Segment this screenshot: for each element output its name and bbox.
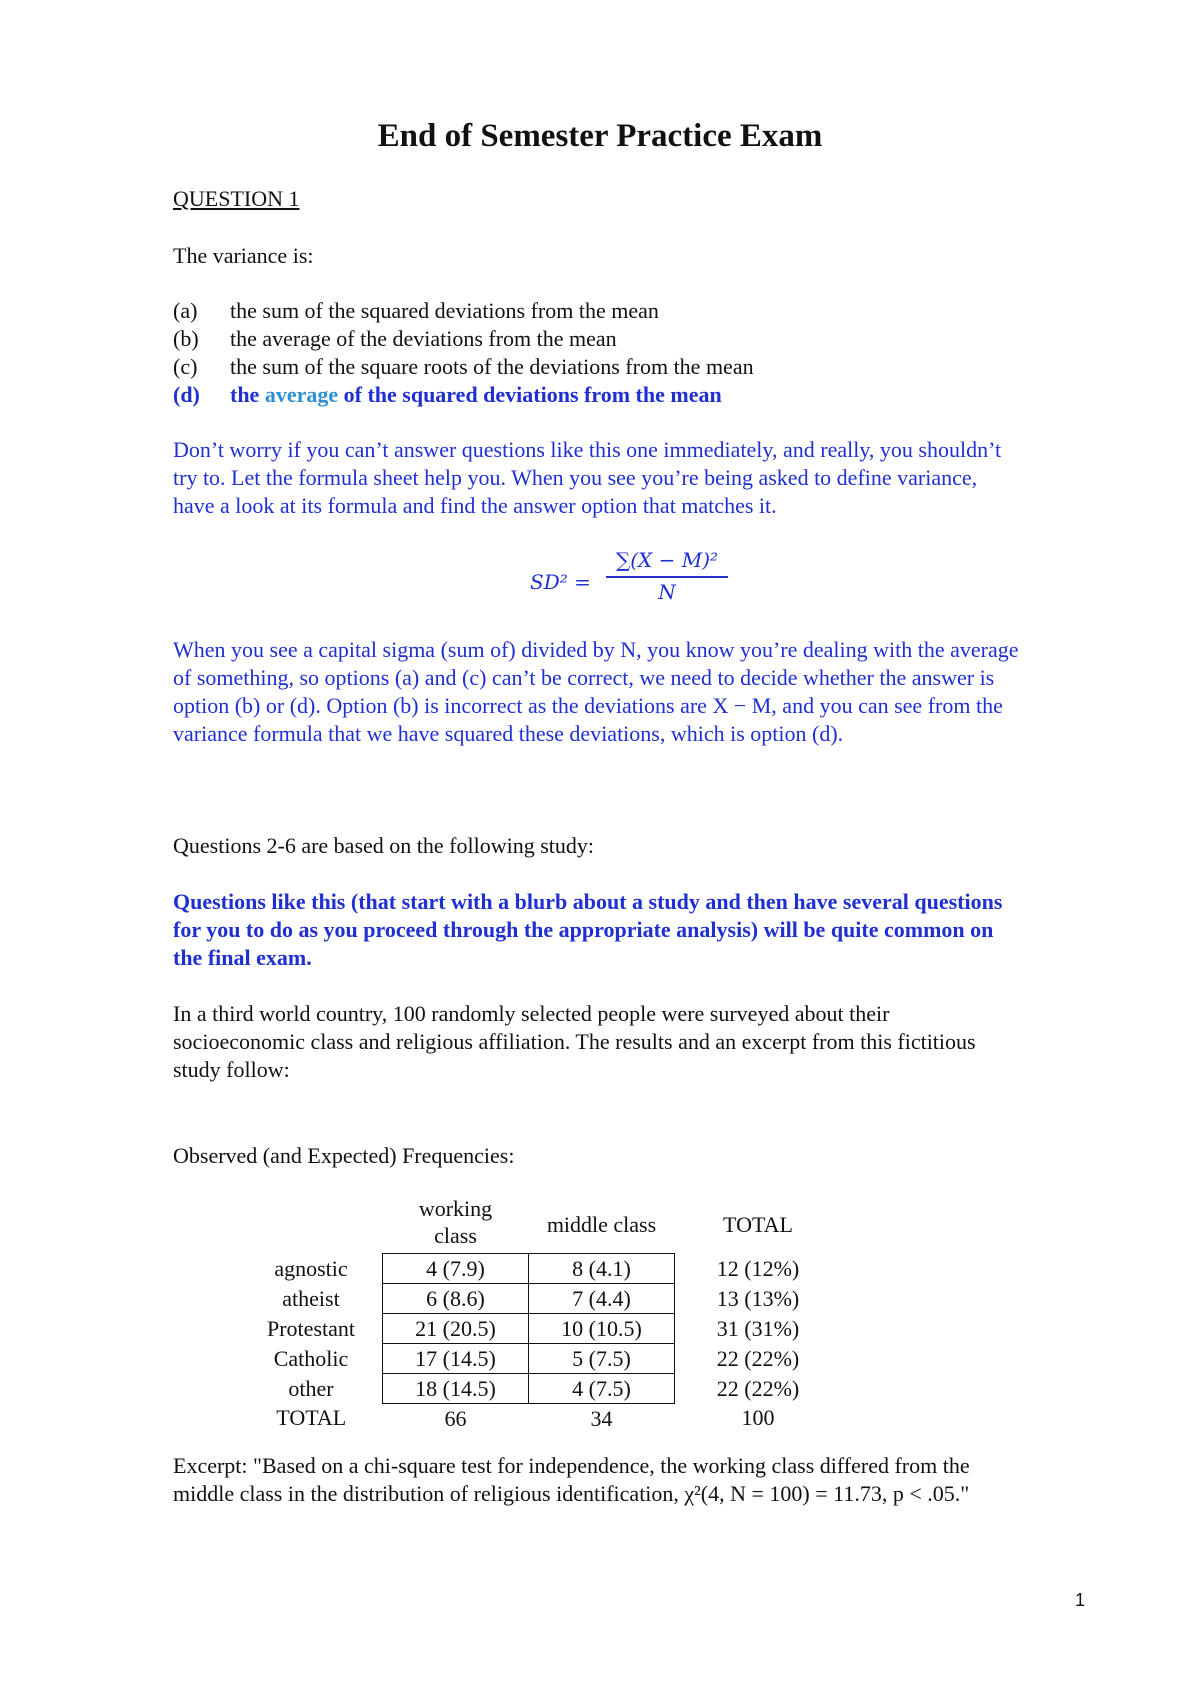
table-header-row xyxy=(240,1195,823,1254)
explanation-1-line: have a look at its formula and find the answer option that matches it. xyxy=(173,493,777,518)
excerpt-line: middle class in the distribution of religious identification, χ²(4, N = 100) = 11.73, p < .05." xyxy=(173,1481,970,1506)
page-title: End of Semester Practice Exam xyxy=(377,118,823,154)
cell-total: 22 (22%) xyxy=(716,1375,800,1401)
cell-middle: 34 xyxy=(590,1405,613,1431)
row-label: TOTAL xyxy=(276,1405,347,1431)
option-d-text xyxy=(230,381,722,409)
explanation-2-line: variance formula that we have squared these deviations, which is option (d). xyxy=(173,721,844,746)
frequency-table xyxy=(240,1195,824,1433)
option-b-letter: (b) xyxy=(173,326,199,351)
cell-total: 13 (13%) xyxy=(716,1285,800,1311)
cell-middle: 4 (7.5) xyxy=(529,1374,675,1404)
cell-working: 6 (8.6) xyxy=(383,1284,529,1314)
option-c-letter: (c) xyxy=(173,354,198,379)
study-description-line: In a third world country, 100 randomly selected people were surveyed about their xyxy=(173,1001,890,1026)
formula-fraction xyxy=(606,548,728,604)
option-d-text-post: of the squared deviations from the mean xyxy=(338,382,722,407)
cell-working: 4 (7.9) xyxy=(383,1254,529,1284)
option-d-text-pre: the xyxy=(230,382,265,407)
study-intro: Questions 2-6 are based on the following study: xyxy=(173,833,594,858)
cell-middle: 10 (10.5) xyxy=(529,1314,675,1344)
formula-numerator: ∑(X − M)² xyxy=(606,548,728,578)
cell-working: 21 (20.5) xyxy=(383,1314,529,1344)
explanation-1-line: Don’t worry if you can’t answer questions like this one immediately, and really, you shouldn’t xyxy=(173,437,1002,462)
cell-total: 31 (31%) xyxy=(716,1315,800,1341)
page-number: 1 xyxy=(1075,1590,1086,1610)
option-c-text: the sum of the square roots of the deviations from the mean xyxy=(230,354,754,379)
cell-working: 66 xyxy=(444,1405,467,1431)
option-b-text: the average of the deviations from the mean xyxy=(230,326,617,351)
explanation-2-line: of something, so options (a) and (c) can’t be correct, we need to decide whether the answer is xyxy=(173,665,995,690)
table-row xyxy=(240,1344,823,1374)
table-row xyxy=(240,1254,823,1284)
table-total-row xyxy=(240,1404,823,1434)
excerpt-line: Excerpt: "Based on a chi-square test for independence, the working class differed from the xyxy=(173,1453,970,1478)
table-caption: Observed (and Expected) Frequencies: xyxy=(173,1143,515,1168)
table-row xyxy=(240,1314,823,1344)
formula-lhs: SD² = xyxy=(530,570,591,594)
study-note-line: the final exam. xyxy=(173,945,312,970)
option-d-highlight: average xyxy=(264,382,339,407)
question-1-heading: QUESTION 1 xyxy=(173,186,300,211)
explanation-2-line: When you see a capital sigma (sum of) divided by N, you know you’re dealing with the average xyxy=(173,637,1019,662)
option-d-letter: (d) xyxy=(173,382,200,407)
option-a-text: the sum of the squared deviations from the mean xyxy=(230,298,659,323)
cell-working: 18 (14.5) xyxy=(383,1374,529,1404)
row-label: agnostic xyxy=(274,1255,348,1281)
table-row xyxy=(240,1374,823,1404)
study-note-line: for you to do as you proceed through the appropriate analysis) will be quite common on xyxy=(173,917,994,942)
formula-denominator: N xyxy=(658,580,676,604)
cell-total: 22 (22%) xyxy=(716,1345,800,1371)
study-description-line: socioeconomic class and religious affiliation. The results and an excerpt from this fictitious xyxy=(173,1029,976,1054)
row-label: Catholic xyxy=(273,1345,349,1371)
row-label: other xyxy=(288,1375,334,1401)
header-total: TOTAL xyxy=(723,1211,793,1237)
header-middle-class: middle class xyxy=(546,1211,657,1237)
study-description-line: study follow: xyxy=(173,1057,290,1082)
explanation-1-line: try to. Let the formula sheet help you. When you see you’re being asked to define variance, xyxy=(173,465,978,490)
explanation-2-line: option (b) or (d). Option (b) is incorrect as the deviations are X − M, and you can see from the xyxy=(173,693,1003,718)
option-a-letter: (a) xyxy=(173,298,198,323)
cell-working: 17 (14.5) xyxy=(383,1344,529,1374)
cell-total: 12 (12%) xyxy=(716,1255,800,1281)
row-label: Protestant xyxy=(267,1315,355,1341)
cell-total: 100 xyxy=(741,1405,775,1431)
cell-middle: 5 (7.5) xyxy=(529,1344,675,1374)
cell-middle: 7 (4.4) xyxy=(529,1284,675,1314)
table-row xyxy=(240,1284,823,1314)
question-1-prompt: The variance is: xyxy=(173,243,314,268)
cell-middle: 8 (4.1) xyxy=(529,1254,675,1284)
header-working-class: working class xyxy=(418,1196,493,1248)
row-label: atheist xyxy=(282,1285,340,1311)
study-note-line: Questions like this (that start with a blurb about a study and then have several questions xyxy=(173,889,1003,914)
